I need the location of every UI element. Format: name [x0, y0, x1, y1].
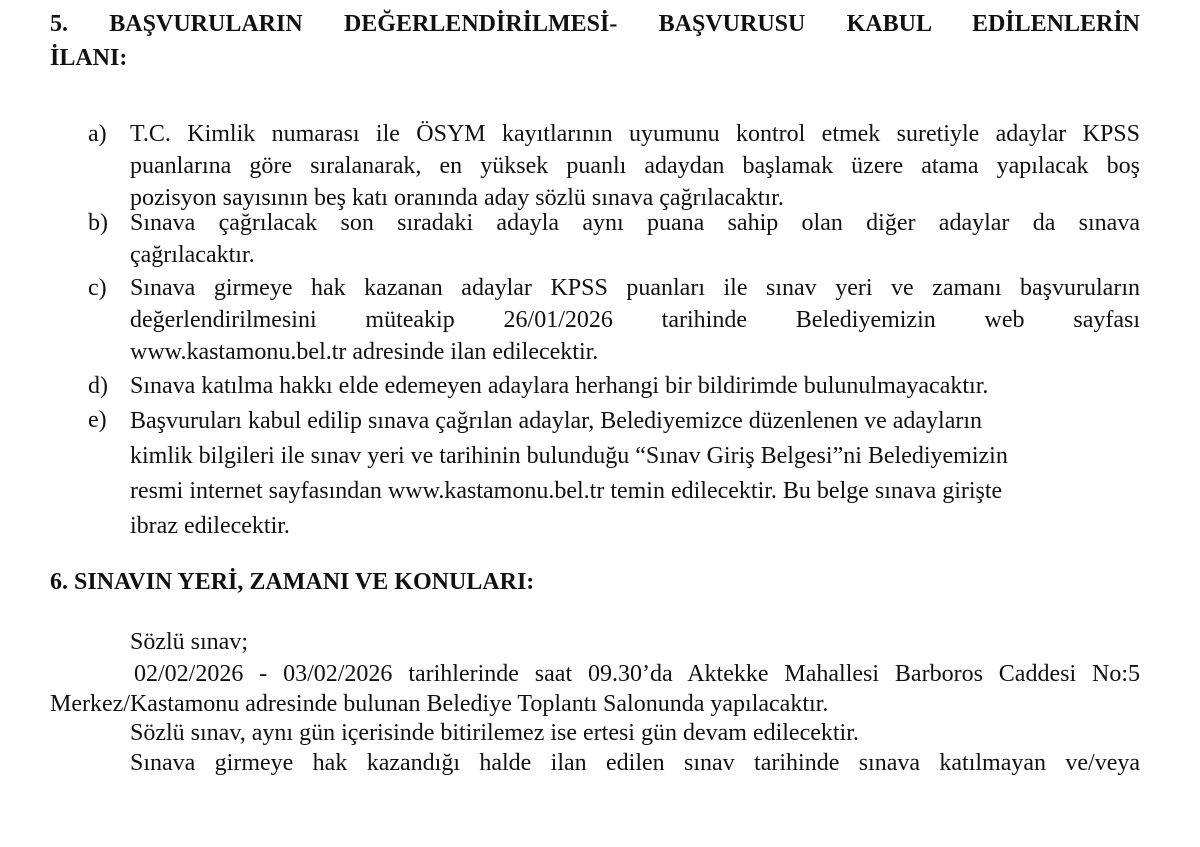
- item-a-line-2: puanlarına göre sıralanarak, en yüksek puanlı adaydan başlamak üzere atama yapılacak boş: [130, 153, 1140, 179]
- item-a-label: a): [88, 121, 107, 147]
- item-a-text: [130, 118, 1140, 214]
- item-b-label: b): [88, 210, 108, 236]
- item-e-text: [130, 404, 1140, 544]
- item-c-line-1: Sınava girmeye hak kazanan adaylar KPSS puanları ile sınav yeri ve zamanı başvuruların: [130, 275, 1140, 301]
- item-c-text: [130, 272, 1140, 368]
- item-c-line-2: değerlendirilmesini müteakip 26/01/2026 tarihinde Belediyemizin web sayfası: [130, 307, 1140, 333]
- item-a-line-1: T.C. Kimlik numarası ile ÖSYM kayıtlarının uyumunu kontrol etmek suretiyle adaylar KPSS: [130, 121, 1140, 147]
- exam-schedule-line-1: 02/02/2026 - 03/02/2026 tarihlerinde saat 09.30’da Aktekke Mahallesi Barboros Caddesi No:5: [134, 661, 1140, 687]
- item-e-line-4: ibraz edilecektir.: [130, 513, 290, 539]
- item-d-line-1: Sınava katılma hakkı elde edemeyen adaylara herhangi bir bildirimde bulunulmayacaktır.: [130, 373, 989, 399]
- item-e-line-3: resmi internet sayfasından www.kastamonu.bel.tr temin edilecektir. Bu belge sınava girişte: [130, 478, 1003, 504]
- item-d-text: [130, 370, 1140, 402]
- exam-continuation-note: Sözlü sınav, aynı gün içerisinde bitirilemez ise ertesi gün devam edilecektir.: [130, 720, 859, 746]
- item-b-text: [130, 207, 1140, 271]
- exam-type-label: Sözlü sınav;: [130, 629, 248, 655]
- section-5-heading-line-1: 5. BAŞVURULARIN DEĞERLENDİRİLMESİ- BAŞVURUSU KABUL EDİLENLERİN: [50, 11, 1140, 37]
- item-b-line-1: Sınava çağrılacak son sıradaki adayla aynı puana sahip olan diğer adaylar da sınava: [130, 210, 1140, 236]
- item-e-line-1: Başvuruları kabul edilip sınava çağrılan adaylar, Belediyemizce düzenlenen ve adayların: [130, 408, 983, 434]
- item-c-line-3: www.kastamonu.bel.tr adresinde ilan edilecektir.: [130, 339, 599, 365]
- exam-schedule-line-2: Merkez/Kastamonu adresinde bulunan Belediye Toplantı Salonunda yapılacaktır.: [50, 691, 829, 717]
- item-a-line-3: pozisyon sayısının beş katı oranında aday sözlü sınava çağrılacaktır.: [130, 185, 784, 211]
- item-d-label: d): [88, 373, 108, 399]
- item-c-label: c): [88, 275, 107, 301]
- item-e-line-2: kimlik bilgileri ile sınav yeri ve tarihinin bulunduğu “Sınav Giriş Belgesi”ni Belediyemizin: [130, 443, 1008, 469]
- section-5-heading-line-2: İLANI:: [50, 45, 128, 71]
- item-b-line-2: çağrılacaktır.: [130, 242, 255, 268]
- section-6-heading: 6. SINAVIN YERİ, ZAMANI VE KONULARI:: [50, 569, 535, 595]
- absence-rule-line: Sınava girmeye hak kazandığı halde ilan edilen sınav tarihinde sınava katılmayan ve/veya: [130, 750, 1140, 776]
- item-e-label: e): [88, 407, 107, 433]
